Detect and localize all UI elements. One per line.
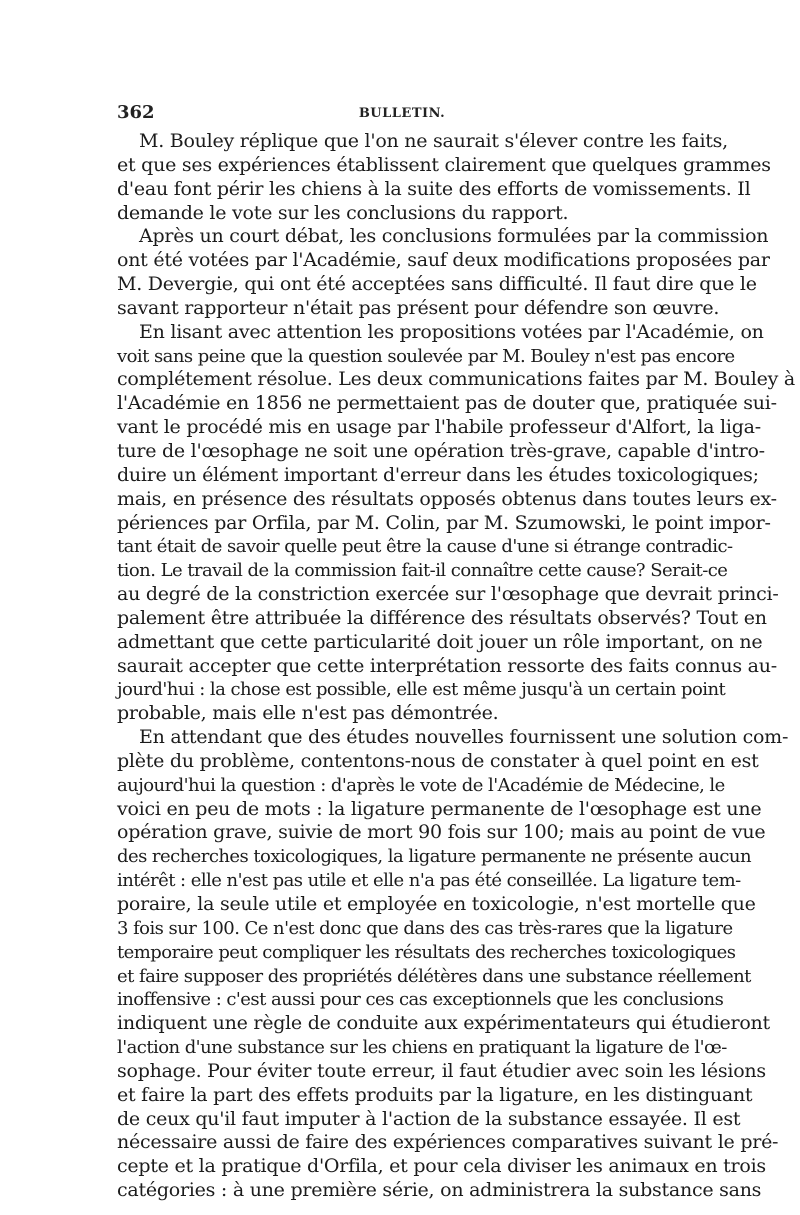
text-line: poraire, la seule utile et employée en toxicologie, n'est mortelle que — [117, 893, 756, 915]
text-line: au degré de la constriction exercée sur l'œsophage que devrait princi- — [117, 583, 779, 606]
text-line: tion. Le travail de la commission fait-il connaître cette cause? Serait-ce — [117, 560, 728, 582]
text-line: voici en peu de mots : la ligature permanente de l'œsophage est une — [117, 797, 762, 820]
page-number: 362 — [117, 102, 155, 123]
text-line: d'eau font périr les chiens à la suite des efforts de vomissements. Il — [117, 177, 751, 200]
text-line: voit sans peine que la question soulevée par M. Bouley n'est pas encore — [117, 345, 735, 367]
text-line: jourd'hui : la chose est possible, elle est même jusqu'à un certain point — [117, 679, 726, 701]
text-line: complétement résolue. Les deux communications faites par M. Bouley à — [117, 368, 795, 391]
text-line: périences par Orfila, par M. Colin, par M. Szumowski, le point impor- — [117, 511, 771, 534]
text-line: catégories : à une première série, on administrera la substance sans — [117, 1179, 762, 1202]
text-line: duire un élément important d'erreur dans les études toxicologiques; — [117, 463, 759, 486]
text-line: savant rapporteur n'était pas présent pour défendre son œuvre. — [117, 296, 720, 319]
text-line: de ceux qu'il faut imputer à l'action de la substance essayée. Il est — [117, 1107, 741, 1130]
text-line: inoffensive : c'est aussi pour ces cas exceptionnels que les conclusions — [117, 989, 724, 1011]
text-line: M. Bouley réplique que l'on ne saurait s'élever contre les faits, — [139, 130, 728, 152]
text-line: aujourd'hui la question : d'après le vote de l'Académie de Médecine, le — [117, 774, 725, 796]
text-line: l'action d'une substance sur les chiens en pratiquant la ligature de l'œ- — [117, 1037, 727, 1059]
text-line: intérêt : elle n'est pas utile et elle n'a pas été conseillée. La ligature tem- — [117, 870, 741, 892]
text-line: ture de l'œsophage ne soit une opération très-grave, capable d'intro- — [117, 439, 765, 462]
text-line: vant le procédé mis en usage par l'habile professeur d'Alfort, la liga- — [117, 416, 761, 439]
text-line: palement être attribuée la différence des résultats observés? Tout en — [117, 606, 767, 629]
text-line: des recherches toxicologiques, la ligature permanente ne présente aucun — [117, 846, 752, 868]
text-line: ont été votées par l'Académie, sauf deux modifications proposées par — [117, 249, 770, 272]
header-title: BULLETIN. — [358, 106, 446, 121]
text-line: probable, mais elle n'est pas démontrée. — [117, 702, 499, 725]
running-head — [117, 98, 687, 128]
text-line: mais, en présence des résultats opposés obtenus dans toutes leurs ex- — [117, 487, 777, 510]
text-line: En attendant que des études nouvelles fournissent une solution com- — [139, 726, 789, 749]
text-line: et que ses expériences établissent clairement que quelques grammes — [117, 153, 771, 176]
text-line: opération grave, suivie de mort 90 fois sur 100; mais au point de vue — [117, 821, 766, 844]
text-line: temporaire peut compliquer les résultats des recherches toxicologiques — [117, 941, 736, 963]
text-line: Après un court débat, les conclusions formulées par la commission — [139, 225, 769, 248]
text-line: En lisant avec attention les propositions votées par l'Académie, on — [139, 320, 764, 343]
text-line: et faire supposer des propriétés délétères dans une substance réellement — [117, 965, 751, 987]
text-line: M. Devergie, qui ont été acceptées sans difficulté. Il faut dire que le — [117, 273, 757, 296]
text-line: indiquent une règle de conduite aux expérimentateurs qui étudieront — [117, 1012, 770, 1035]
text-line: nécessaire aussi de faire des expériences comparatives suivant le pré- — [117, 1131, 779, 1154]
text-line: plète du problème, contentons-nous de constater à quel point en est — [117, 749, 759, 772]
body-text — [117, 130, 795, 1203]
text-line: saurait accepter que cette interprétation ressorte des faits connus au- — [117, 654, 777, 677]
text-line: cepte et la pratique d'Orfila, et pour cela diviser les animaux en trois — [117, 1155, 766, 1178]
text-line: tant était de savoir quelle peut être la cause d'une si étrange contradic- — [117, 536, 733, 558]
text-line: admettant que cette particularité doit jouer un rôle important, on ne — [117, 630, 763, 653]
text-line: et faire la part des effets produits par la ligature, en les distinguant — [117, 1083, 753, 1106]
text-line: demande le vote sur les conclusions du rapport. — [117, 201, 569, 224]
text-line: l'Académie en 1856 ne permettaient pas de douter que, pratiquée sui- — [117, 392, 777, 415]
text-line: sophage. Pour éviter toute erreur, il faut étudier avec soin les lésions — [117, 1059, 766, 1082]
text-line: 3 fois sur 100. Ce n'est donc que dans des cas très-rares que la ligature — [117, 917, 733, 939]
